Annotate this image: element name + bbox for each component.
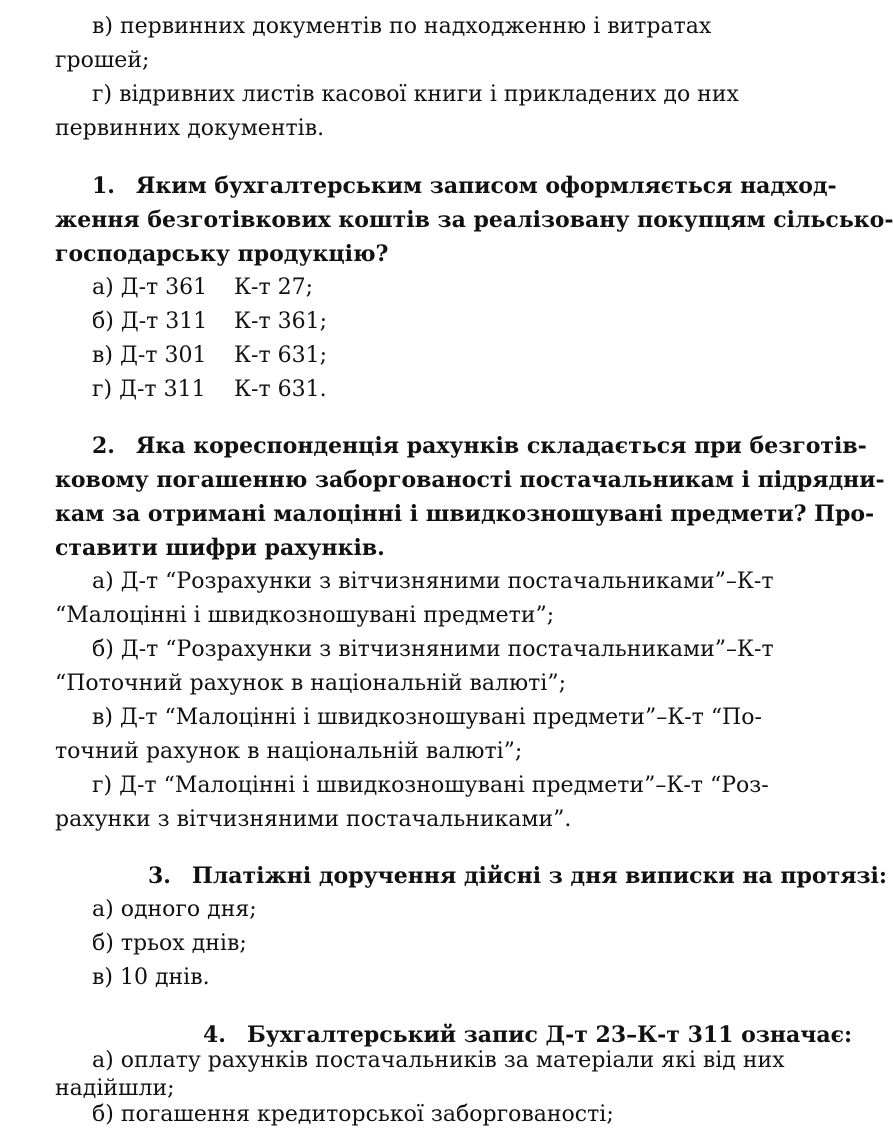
question-2-option-v-line1: в) Д-т “Малоцінні і швидкозношувані предмети”–К-т “По-	[92, 705, 762, 730]
question-1-line2: ження безготівкових коштів за реалізовану покупцям сільсько-	[55, 207, 893, 233]
question-2-line2: ковому погашенню заборгованості постачальникам і підрядни-	[55, 467, 885, 493]
question-3-option-b: б) трьох днів;	[92, 931, 247, 956]
question-2-line4: ставити шифри рахунків.	[55, 535, 385, 561]
question-2-option-b-line1: б) Д-т “Розрахунки з вітчизняними постачальниками”–К-т	[92, 637, 774, 662]
option-g-line1: г) відривних листів касової книги і прикладених до них	[92, 82, 739, 107]
question-2-option-a-line2: “Малоцінні і швидкозношувані предмети”;	[55, 603, 555, 628]
question-2-line1	[92, 432, 867, 460]
question-3-option-a: а) одного дня;	[92, 897, 257, 922]
question-4-option-a-line2: надійшли;	[55, 1076, 175, 1101]
question-1-text-line1: Яким бухгалтерським записом оформляється надход-	[136, 173, 837, 199]
question-2-line3: кам за отримані малоцінні і швидкозношувані предмети? Про-	[55, 501, 875, 527]
option-debit: б) Д-т 311	[92, 309, 208, 334]
question-1-option-g	[92, 376, 327, 404]
question-3-number: 3.	[148, 863, 171, 889]
option-credit: К-т 631.	[234, 377, 327, 402]
question-1-line3: господарську продукцію?	[55, 241, 389, 267]
question-1-option-b	[92, 308, 327, 336]
question-2-text-line1: Яка кореспонденція рахунків складається при безготів-	[136, 433, 867, 459]
option-debit: г) Д-т 311	[92, 377, 206, 402]
question-1-line1	[92, 172, 837, 200]
option-v-line2: грошей;	[55, 48, 150, 73]
question-4-option-b: б) погашення кредиторської заборгованості;	[92, 1102, 614, 1127]
question-3-text: Платіжні доручення дійсні з дня виписки на протязі:	[192, 863, 887, 889]
question-2-option-a-line1: а) Д-т “Розрахунки з вітчизняними постачальниками”–К-т	[92, 569, 774, 594]
question-1-option-a	[92, 274, 313, 302]
question-2-option-g-line1: г) Д-т “Малоцінні і швидкозношувані предмети”–К-т “Роз-	[92, 773, 769, 798]
option-v-line1: в) первинних документів по надходженню і витратах	[92, 14, 712, 39]
option-g-line2: первинних документів.	[55, 116, 325, 141]
question-1-number: 1.	[92, 173, 115, 199]
option-credit: К-т 361;	[234, 309, 328, 334]
question-4-number: 4.	[203, 1022, 226, 1048]
question-2-option-v-line2: точний рахунок в національній валюті”;	[55, 739, 523, 764]
question-4-text: Бухгалтерський запис Д-т 23–К-т 311 означає:	[247, 1022, 853, 1048]
question-4-option-a-line1: а) оплату рахунків постачальників за матеріали які від них	[92, 1048, 785, 1073]
option-debit: в) Д-т 301	[92, 343, 207, 368]
question-1-option-v	[92, 342, 327, 370]
option-debit: а) Д-т 361	[92, 275, 208, 300]
option-credit: К-т 631;	[234, 343, 328, 368]
question-2-number: 2.	[92, 433, 115, 459]
question-2-option-g-line2: рахунки з вітчизняними постачальниками”.	[55, 807, 572, 832]
question-4-line	[203, 1021, 852, 1049]
option-credit: К-т 27;	[234, 275, 314, 300]
question-3-option-v: в) 10 днів.	[92, 965, 210, 990]
question-2-option-b-line2: “Поточний рахунок в національній валюті”;	[55, 671, 566, 696]
question-3-line	[148, 862, 887, 890]
